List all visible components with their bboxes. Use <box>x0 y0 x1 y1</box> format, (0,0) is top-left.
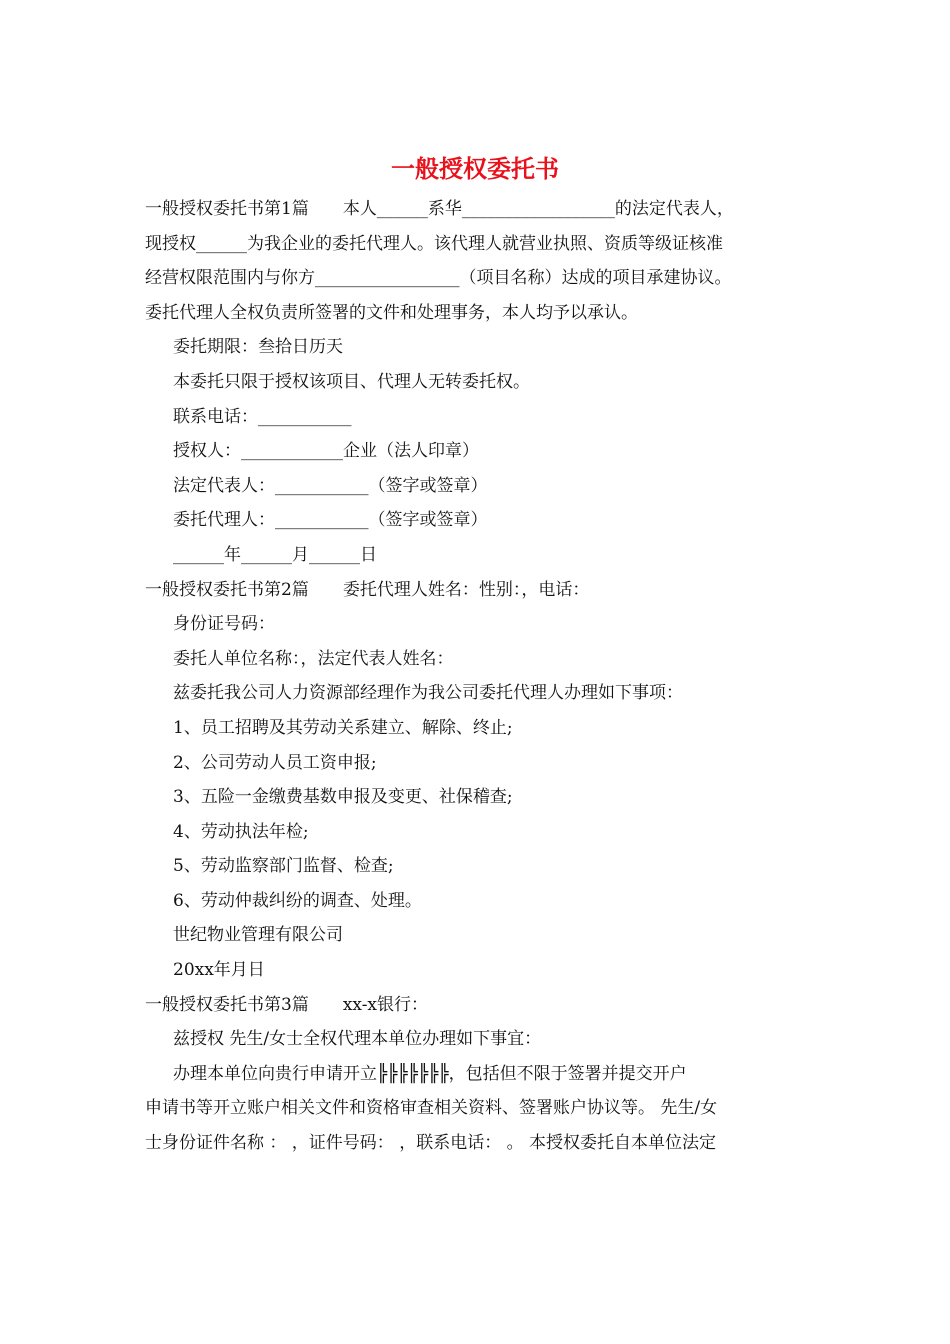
document-line: 3、五险一金缴费基数申报及变更、社保稽查; <box>173 787 513 808</box>
document-line: 6、劳动仲裁纠纷的调查、处理。 <box>173 890 422 911</box>
document-line: 1、员工招聘及其劳动关系建立、解除、终止; <box>173 717 513 738</box>
document-line: 一般授权委托书第1篇 本人______系华__________________的法定代表人， <box>145 199 734 219</box>
document-line: 委托人单位名称：，法定代表人姓名： <box>173 648 454 669</box>
document-line: 现授权______为我企业的委托代理人。该代理人就营业执照、资质等级证核准 <box>145 233 723 254</box>
document-line: 兹授权 先生/女士全权代理本单位办理如下事宜： <box>173 1029 542 1050</box>
document-line: 申请书等开立账户相关文件和资格审查相关资料、签署账户协议等。 先生/女 <box>145 1098 718 1119</box>
document-line: 身份证号码： <box>173 614 275 635</box>
document-line: 4、劳动执法年检; <box>173 821 309 842</box>
document-line: 世纪物业管理有限公司 <box>173 925 343 946</box>
document-line: 法定代表人：___________（签字或签章） <box>173 475 488 496</box>
document-line: 办理本单位向贵行申请开立╠╠╠╠╠╠╠，包括但不限于签署并提交开户 <box>173 1063 687 1084</box>
document-line: 委托代理人全权负责所签署的文件和处理事务，本人均予以承认。 <box>145 302 638 323</box>
document-line: 联系电话：___________ <box>173 406 352 427</box>
document-line: 委托期限：叁拾日历天 <box>173 337 343 358</box>
document-line: 一般授权委托书第3篇 xx-x银行： <box>145 994 429 1015</box>
document-line: 兹委托我公司人力资源部经理作为我公司委托代理人办理如下事项： <box>173 683 683 704</box>
document-line: 授权人：____________企业（法人印章） <box>173 441 479 462</box>
document-title: 一般授权委托书 <box>391 155 559 183</box>
document-line: 本委托只限于授权该项目、代理人无转委托权。 <box>173 371 530 392</box>
document-body <box>145 192 810 1161</box>
document-line: 20xx年月日 <box>173 960 265 981</box>
document-line: 委托代理人：___________（签字或签章） <box>173 510 488 531</box>
document-line: 2、公司劳动人员工资申报; <box>173 752 377 773</box>
document-line: 5、劳动监察部门监督、检查; <box>173 856 394 877</box>
document-line: 士身份证件名称 ： ，证件号码： ，联系电话： 。 本授权委托自本单位法定 <box>145 1133 717 1154</box>
document-line: ______年______月______日 <box>173 544 377 565</box>
document-line: 一般授权委托书第2篇 委托代理人姓名：性别：，电话： <box>145 579 590 600</box>
document-line: 经营权限范围内与你方_________________（项目名称）达成的项目承建协议。 <box>145 268 732 289</box>
